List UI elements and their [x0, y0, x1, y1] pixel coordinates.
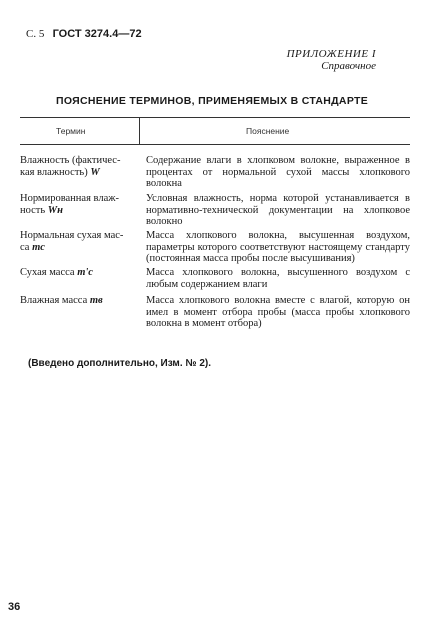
column-header-explanation: Пояснение — [246, 126, 290, 136]
term-symbol: mв — [89, 295, 103, 306]
explanation-cell: Масса хлопкового волокна, высушенная воздухом, параметры которого соответствуют настоящему стандарту (постоянная масса пробы после высушивания) — [146, 230, 410, 264]
page-header — [26, 28, 142, 40]
term-line: Нормированная влаж- — [20, 193, 119, 204]
term-symbol: Wн — [47, 204, 63, 216]
page-label: С. 5 — [26, 28, 45, 40]
explanation-cell: Масса хлопкового волокна вместе с влагой, которую он имел в момент отбора пробы (масса пробы хлопкового волокна в момент отбора) — [146, 295, 410, 329]
explanation-cell: Масса хлопкового волокна, высушенного воздухом с любым содержанием влаги — [146, 267, 410, 290]
term-cell — [20, 155, 138, 178]
term-line: кая влажность) — [20, 166, 88, 178]
appendix-title: ПРИЛОЖЕНИЕ I — [286, 48, 376, 60]
document-title: ПОЯСНЕНИЕ ТЕРМИНОВ, ПРИМЕНЯЕМЫХ В СТАНДАРТЕ — [56, 95, 368, 107]
table-header-divider — [139, 117, 140, 144]
appendix-subtitle: Справочное — [321, 60, 376, 72]
term-line: Влажная масса — [20, 295, 88, 306]
term-line: са — [20, 241, 30, 253]
term-cell — [20, 295, 138, 307]
table-top-rule — [20, 117, 410, 118]
amendment-note: (Введено дополнительно, Изм. № 2). — [28, 358, 211, 369]
term-cell — [20, 267, 138, 279]
term-line: ность — [20, 204, 46, 216]
term-cell — [20, 230, 138, 253]
explanation-cell: Содержание влаги в хлопковом волокне, выраженное в процентах от нормальной сухой массы хлопкового волокна — [146, 155, 410, 189]
term-cell — [20, 193, 138, 216]
term-symbol: W — [90, 166, 100, 178]
table-header-rule — [20, 144, 410, 145]
term-line: Сухая масса — [20, 267, 75, 278]
term-line: Влажность (фактичес- — [20, 155, 121, 166]
standard-code: ГОСТ 3274.4—72 — [52, 28, 142, 40]
term-line: Нормальная сухая мас- — [20, 230, 124, 241]
term-symbol: mc — [32, 241, 45, 253]
appendix-heading — [287, 48, 376, 72]
explanation-cell: Условная влажность, норма которой устанавливается в нормативно-технической документации на хлопковое волокно — [146, 193, 410, 227]
term-symbol: m'c — [77, 267, 93, 278]
column-header-term: Термин — [56, 126, 86, 136]
page-number: 36 — [8, 601, 21, 613]
